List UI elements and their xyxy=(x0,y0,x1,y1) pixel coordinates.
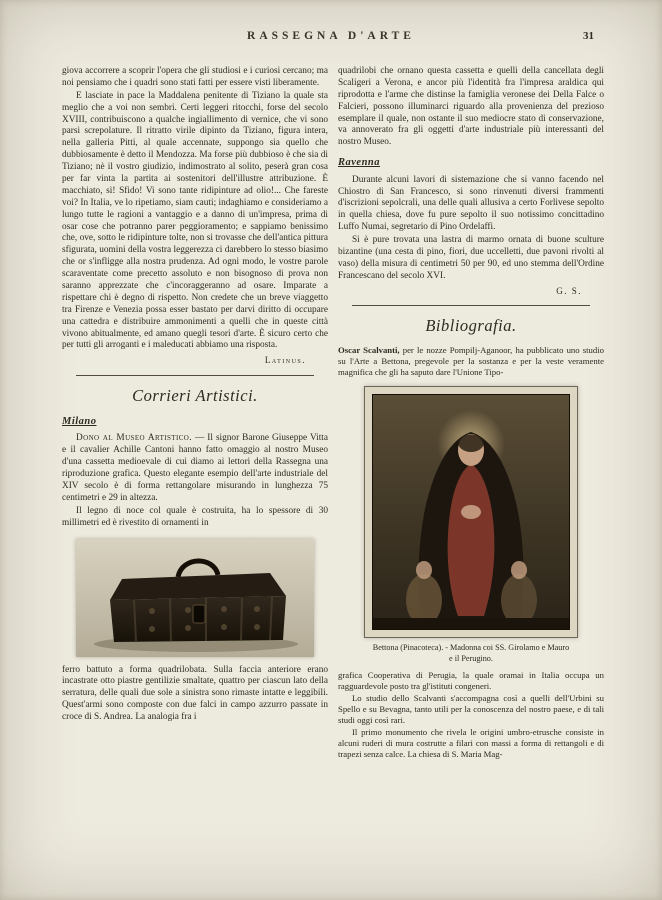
author-signature: G. S. xyxy=(556,285,582,296)
page-number: 31 xyxy=(583,30,594,42)
masthead xyxy=(0,30,662,50)
city-subhead-ravenna: Ravenna xyxy=(338,157,381,169)
paragraph: Durante alcuni lavori di sistemazione che si vanno facendo nel Chiostro di San Francesco, si sono rinvenuti diversi frammenti d'iscrizioni sepolcrali, una delle quali allusiva a certo Forlivese sepolto in quella chiesa, dove fu pure sepolto il suo notissimo concittadino Luffo Numai, segretario di Pino Ordelaffi. xyxy=(338,174,604,233)
section-heading-corrieri: Corrieri Artistici. xyxy=(132,385,258,405)
city-subhead-milano: Milano xyxy=(62,416,97,427)
paragraph xyxy=(338,345,604,378)
madonna-photo xyxy=(364,386,578,664)
madonna-illustration xyxy=(372,394,570,630)
paragraph: Il legno di noce col quale è costruita, ha lo spessore di 30 millimetri ed è rivestito di ornamenti in xyxy=(62,505,328,528)
photo-caption-line2: e il Perugino. xyxy=(449,653,493,663)
paragraph: quadrilobi che ornano questa cassetta e quelli della cancellata degli Scaligeri a Verona, e ancor più l'identità fra l'impresa araldica qui riprodotta e l'arme che distinse la famiglia veronese dei Della Falce o Falcieri, possono illuminarci riguardo alla provenienza del prezioso esemplare il quale, non ostante il suo mediocre stato di conservazione, va annoverato fra gli oggetti d'arte industriale più interessanti del nostro Museo. xyxy=(338,66,604,148)
column-left xyxy=(62,66,328,725)
paragraph: ferro battuto a forma quadrilobata. Sulla faccia anteriore erano incastrate otto piastre gentilizie smaltate, quattro per ciascun lato della serratura, delle quali due sole a sinistra sono rimaste intatte e leggibili. Quest'armi sono composte con due falci in campo azzurro passate in croce di S. Andrea. La analogia fra i xyxy=(62,664,328,723)
paragraph: giova accorrere a scoprir l'opera che gli studiosi e i curiosi cercano; ma noi pensiamo che i quadri sono stati fatti per essere visti liberamente. xyxy=(62,66,328,88)
paragraph: Il primo monumento che rivela le origini umbro-etrusche consiste in alcuni ruderi di mura costrutte a filari con massi a forma di rettangoli e di trapezi senza calce. La chiesa di S. Maria Mag- xyxy=(338,727,604,760)
section-heading-bibliografia: Bibliografia. xyxy=(425,316,517,336)
paragraph-text: — Il signor Barone Giuseppe Vitta e il cavalier Achille Cantoni hanno fatto omaggio al nostro Museo d'una cassetta medioevale di cui diamo ai lettori della Rassegna una riproduzione grafica. Questo elegante esempio dell'arte industriale del XIV secolo è di forma rettangolare misurando in lunghezza 75 centimetri e 29 in altezza. xyxy=(62,433,328,503)
photo-plate xyxy=(364,386,578,638)
paragraph: Lo studio dello Scalvanti s'accompagna così a quelli dell'Urbini su Spello e su Bevagna, tanto utili per la conoscenza del nostro paese, e di tali studi oggi così rari. xyxy=(338,693,604,726)
casket-photo xyxy=(76,539,314,657)
column-right xyxy=(338,66,604,761)
paragraph-text: per le nozze Pompilj-Aganoor, ha pubblicato uno studio su l'Arte a Bettona, pregevole per la sostanza e per la veste veramente magnifica che gli ha saputo dare l'Unione Tipo- xyxy=(338,345,604,378)
author-signature: Latinus. xyxy=(264,355,306,366)
divider-rule xyxy=(76,375,314,376)
photo-caption xyxy=(364,643,578,664)
photo-caption-line1: Bettona (Pinacoteca). - Madonna coi SS. Girolamo e Mauro xyxy=(372,643,570,653)
paragraph: Si è pure trovata una lastra di marmo ornata di buone sculture bizantine (una cesta di pino, fiori, due uccelletti, due pavoni rivolti al vaso) della misura di centimetri 50 per 90, ed uno stemma dell'Ordine Francescano del secolo XVI. xyxy=(338,235,604,281)
divider-rule xyxy=(352,305,590,306)
paragraph: E lasciate in pace la Maddalena penitente di Tiziano la quale sta meglio che a voi non sembri. Certi leggeri ritocchi, forse del secolo XVIII, contribuiscono a qualche ingiallimento di vernice, che vi sono parsi screpolature. Il ritratto virile dipinto da Tiziano, figura intera, nella galleria Pitti, al quale accennate, suppongo sia quello che dubbiosamente è detto il Mendozza. Ma forse più dubbioso è che sia di Tiziano; nè il vostro giudizio, indimostrato al solito, peserà gran cosa per far vinta la partita ai sostenitori dell'illustre attribuzione. È macchiato, sì! Sfido! Vi sono tante ridipinture ad olio!... Che fareste voi? In Italia, ve lo ripetiamo, siam cauti; indaghiamo e consideriamo a lungo tutte le ragioni a vantaggio e a danno di un'impresa, prima di osar cose che potranno parer peggioramento; e sappiamo benissimo che, ove, sotto le ridipinture tolte, non si trovasse che dell'antica pittura sfigurata, uomini della vostra leggerezza ci darebbero lo stesso biasimo che or s'infligge alla nostra prudenza. Ad ogni modo, le vostre parole scaraventate come precetto assoluto e non bisognoso di prova non saranno apprezzate che c'incoraggeranno ad osare. Imparate a rispettare chi è degno di rispetto. Non credete che un breve viaggetto tra Firenze e Venezia possa esser bastato per darvi diritto di occupare una cattedra e distribuire ammonimenti a quelli che in queste città vivono abitualmente, ed amano quegli tesori d'arte. È sicuro certo che per tutti gli arroganti e i maleducati abbiamo una risposta. xyxy=(62,90,328,351)
casket-illustration xyxy=(76,539,314,657)
paragraph xyxy=(62,433,328,504)
paragraph-lead: Dono al Museo Artistico. xyxy=(76,433,192,444)
paragraph: grafica Cooperativa di Perugia, la quale oramai in Italia occupa un ragguardevole posto tra gl'istituti congeneri. xyxy=(338,670,604,692)
paragraph-lead: Oscar Scalvanti, xyxy=(338,345,400,356)
masthead-title: RASSEGNA D'ARTE xyxy=(247,30,415,42)
